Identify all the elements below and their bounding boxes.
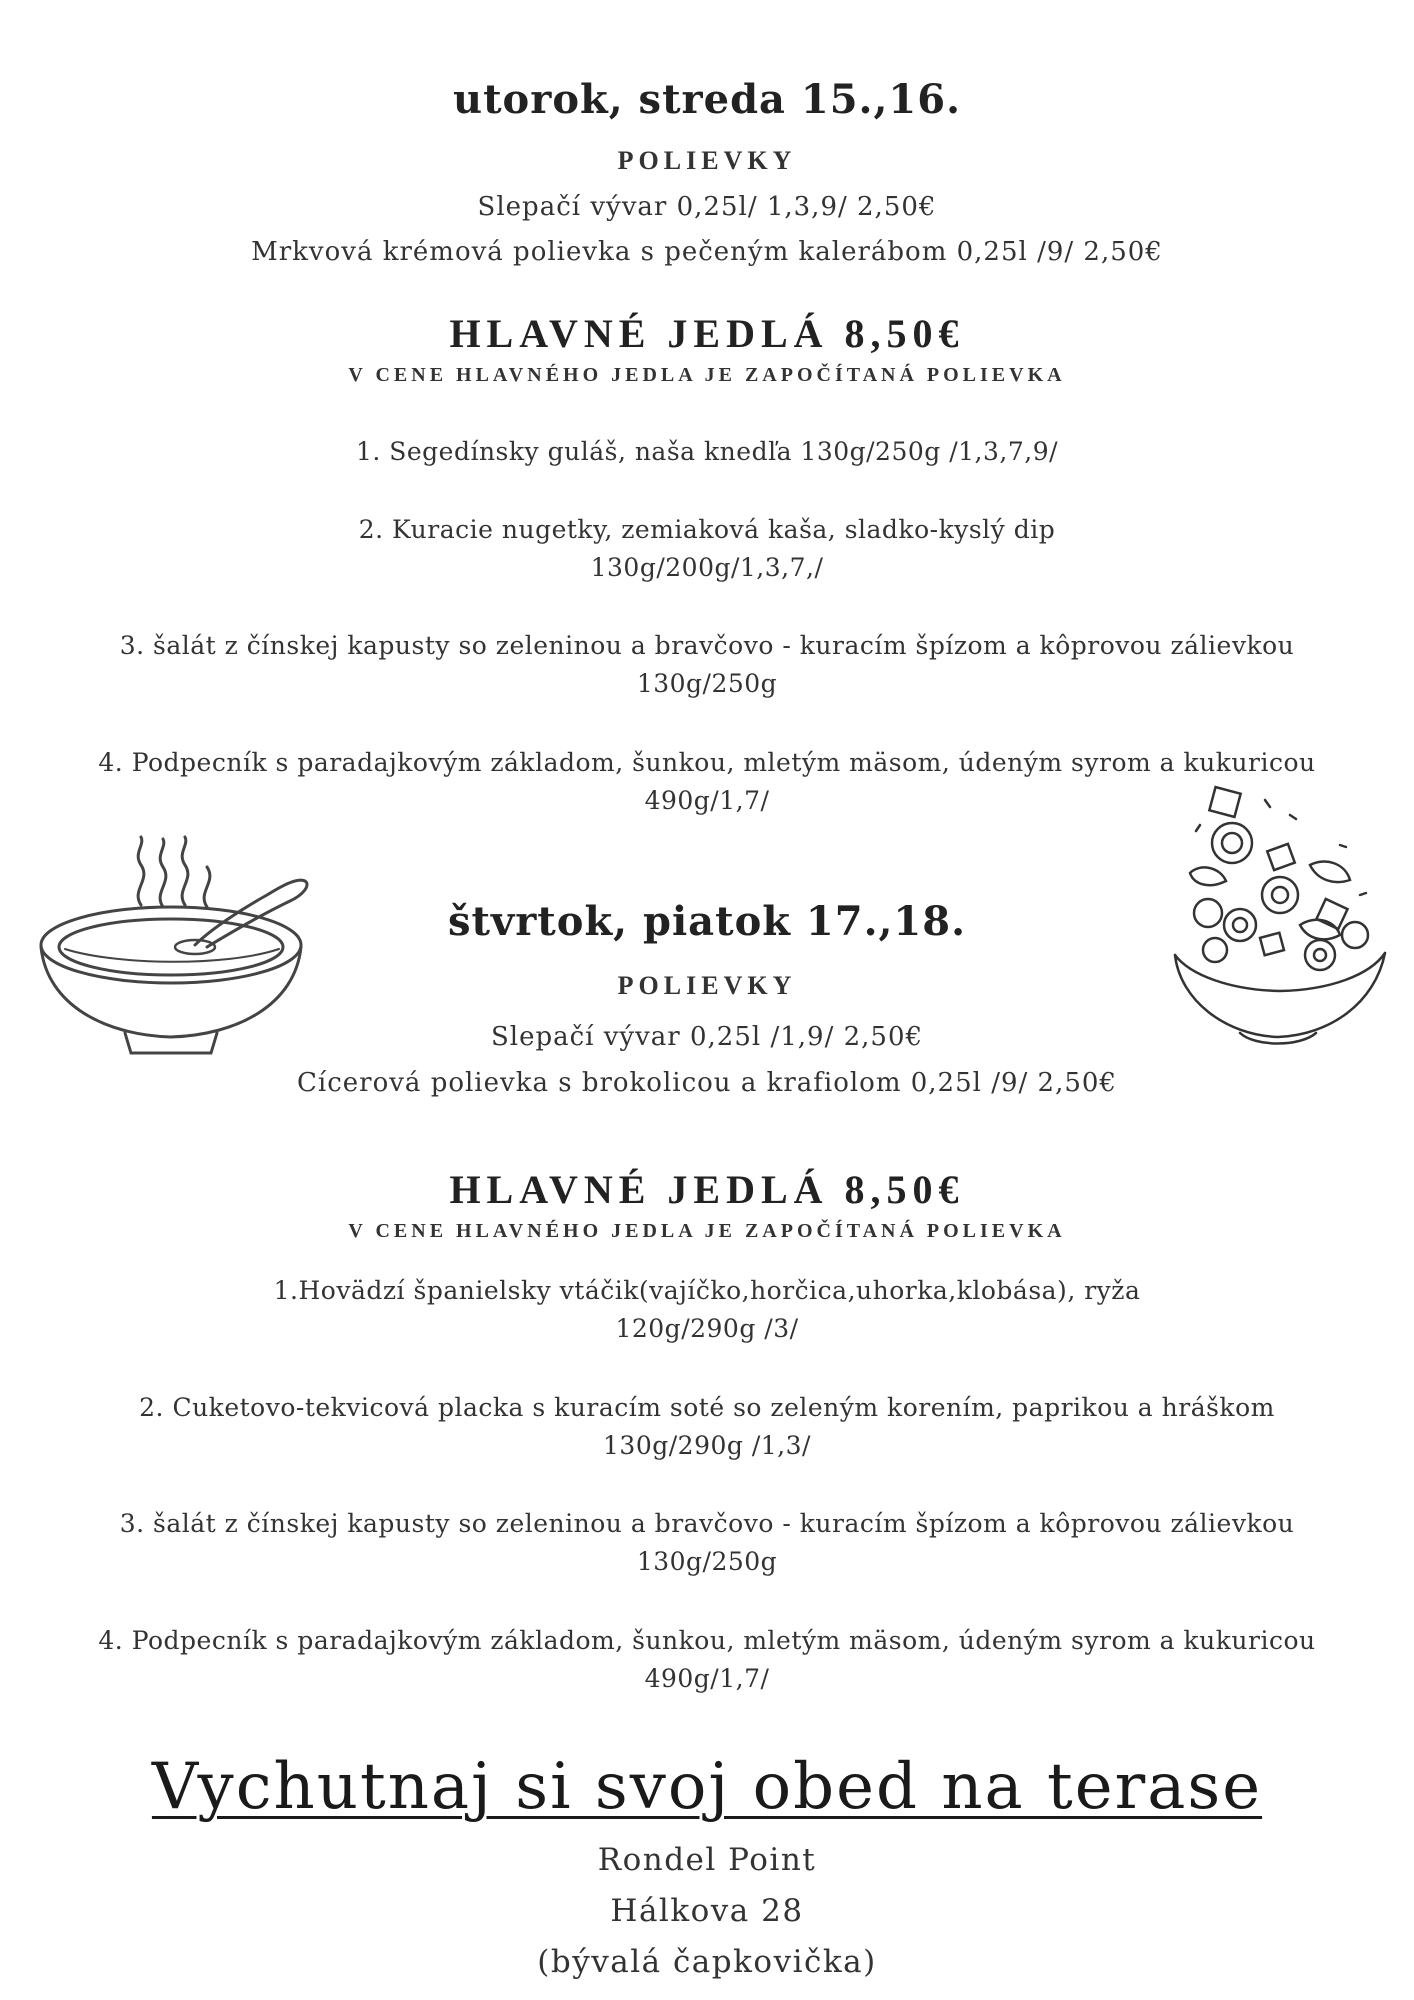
day1-soups-heading: POLIEVKY <box>617 146 797 175</box>
day2-main-1-weight: 120g/290g /3/ <box>615 1314 799 1343</box>
day1-title: utorok, streda 15.,16. <box>453 76 961 123</box>
soup-bowl-icon <box>35 835 315 1075</box>
day1-main-1: 1. Segedínsky guláš, naša knedľa 130g/250g /1,3,7,9/ <box>355 437 1059 466</box>
day2-mains-note: V CENE HLAVNÉHO JEDLA JE ZAPOČÍTANÁ POLIEVKA <box>348 1220 1066 1242</box>
day2-main-2-weight: 130g/290g /1,3/ <box>603 1431 811 1460</box>
day1-soup-2: Mrkvová krémová polievka s pečeným kalerábom 0,25l /9/ 2,50€ <box>251 237 1163 267</box>
day1-main-4-weight: 490g/1,7/ <box>644 786 770 815</box>
salad-bowl-icon <box>1170 785 1395 1055</box>
day1-main-4: 4. Podpecník s paradajkovým základom, šunkou, mletým mäsom, údeným syrom a kukuricou <box>98 748 1316 777</box>
day1-main-3-weight: 130g/250g <box>636 669 778 698</box>
day2-title: štvrtok, piatok 17.,18. <box>447 898 967 945</box>
day1-soup-1: Slepačí vývar 0,25l/ 1,3,9/ 2,50€ <box>477 192 937 222</box>
day2-soup-2: Cícerová polievka s brokolicou a krafiolom 0,25l /9/ 2,50€ <box>297 1068 1117 1098</box>
day2-main-1: 1.Hovädzí španielsky vtáčik(vajíčko,horčica,uhorka,klobása), ryža <box>273 1276 1141 1305</box>
day2-main-2: 2. Cuketovo-tekvicová placka s kuracím soté so zeleným korením, paprikou a hráškom <box>139 1393 1275 1422</box>
day2-main-4-weight: 490g/1,7/ <box>644 1664 770 1693</box>
day1-mains-heading: HLAVNÉ JEDLÁ 8,50€ <box>449 311 965 356</box>
footer-address-note: (bývalá čapkovička) <box>537 1944 877 1980</box>
day2-soups-heading: POLIEVKY <box>617 971 797 1000</box>
footer-slogan: Vychutnaj si svoj obed na terase <box>151 1750 1263 1824</box>
footer-address-street: Hálkova 28 <box>610 1893 804 1929</box>
day2-main-3: 3. šalát z čínskej kapusty so zeleninou a bravčovo - kuracím špízom a kôprovou zálievkou <box>119 1509 1295 1538</box>
footer-address-name: Rondel Point <box>597 1842 817 1878</box>
day1-main-3: 3. šalát z čínskej kapusty so zeleninou a bravčovo - kuracím špízom a kôprovou zálievkou <box>119 631 1295 660</box>
day1-main-2: 2. Kuracie nugetky, zemiaková kaša, sladko-kyslý dip <box>358 515 1056 544</box>
day1-mains-note: V CENE HLAVNÉHO JEDLA JE ZAPOČÍTANÁ POLIEVKA <box>348 364 1066 386</box>
day1-main-2-weight: 130g/200g/1,3,7,/ <box>590 553 824 582</box>
day2-mains-heading: HLAVNÉ JEDLÁ 8,50€ <box>449 1167 965 1212</box>
day2-soup-1: Slepačí vývar 0,25l /1,9/ 2,50€ <box>490 1022 924 1052</box>
day2-main-4: 4. Podpecník s paradajkovým základom, šunkou, mletým mäsom, údeným syrom a kukuricou <box>98 1626 1316 1655</box>
day2-main-3-weight: 130g/250g <box>636 1547 778 1576</box>
